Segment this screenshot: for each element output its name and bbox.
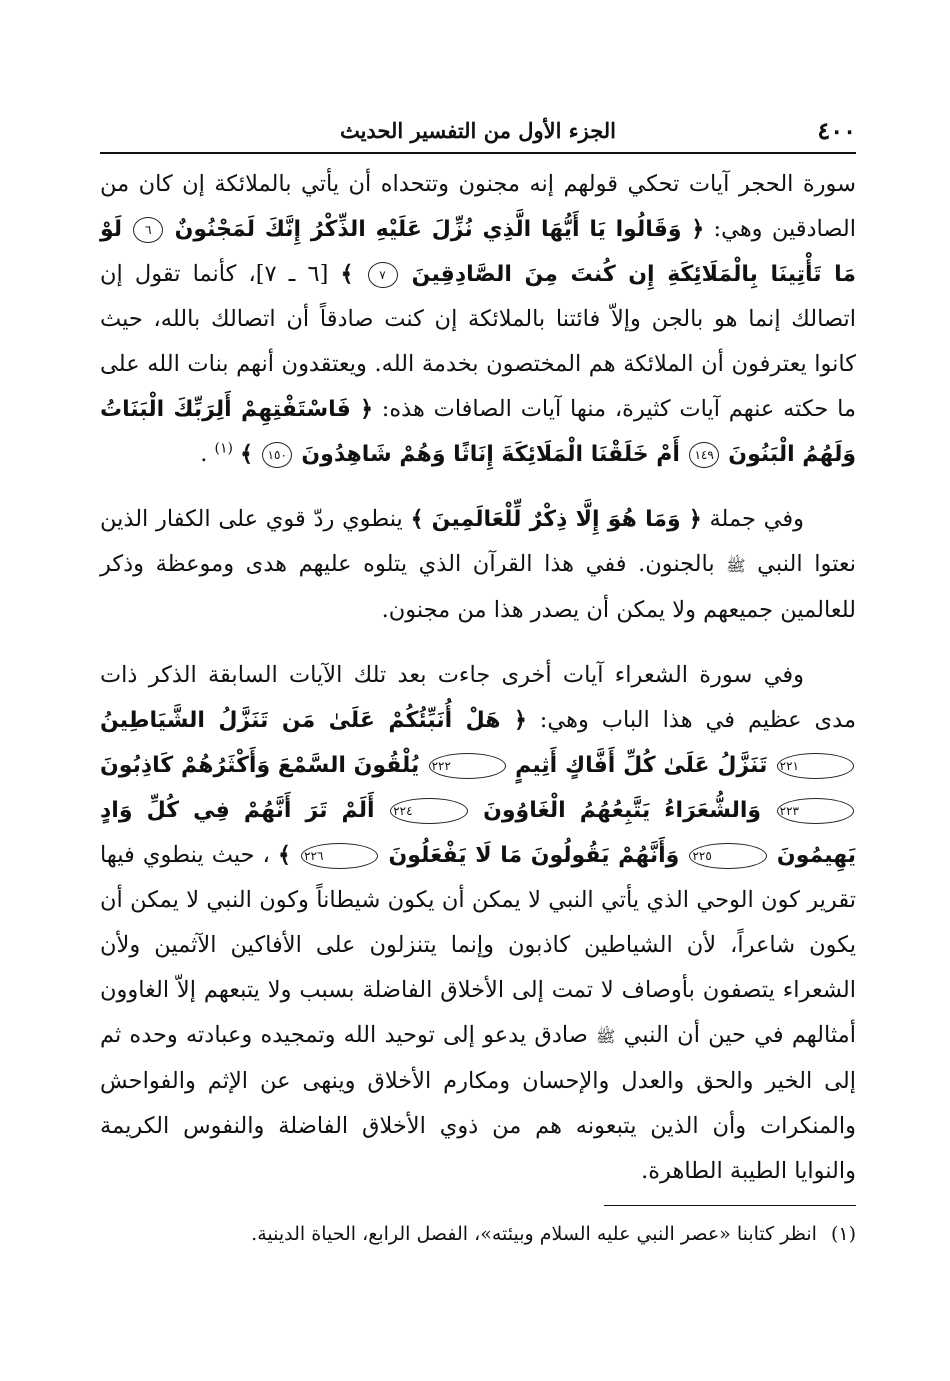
quran-verse: ﴿ هَلْ أُنَبِّئُكُمْ عَلَىٰ مَن تَنَزَّلُ الشَّيَاطِينُ bbox=[100, 708, 527, 733]
quran-verse: ﴿ فَاسْتَفْتِهِمْ أَلِرَبِّكَ الْبَنَاتُ وَلَهُمُ الْبَنُونَ bbox=[100, 397, 856, 467]
running-title: الجزء الأول من التفسير الحديث bbox=[339, 118, 617, 143]
ayah-number-marker: ٢٢٣ bbox=[777, 798, 854, 824]
quran-verse: ﴾ bbox=[240, 442, 254, 467]
paragraph-gap bbox=[100, 633, 856, 653]
ayah-number-marker: ٢٢٢ bbox=[429, 753, 506, 779]
salawat-ligature: ﷺ bbox=[726, 556, 746, 575]
quran-verse: يُلْقُونَ السَّمْعَ وَأَكْثَرُهُمْ كَاذِبُونَ bbox=[100, 753, 420, 778]
paragraph-text: وفي جملة bbox=[701, 506, 805, 532]
paragraph-reminder bbox=[100, 497, 856, 633]
page-number: ٤٠٠ bbox=[817, 116, 856, 145]
paragraph-text: وفي سورة الشعراء آيات أخرى جاءت بعد تلك الآيات السابقة الذكر ذات مدى عظيم في هذا الباب وهي: bbox=[100, 662, 856, 733]
body-text bbox=[100, 162, 856, 1194]
quran-verse: وَأَنَّهُمْ يَقُولُونَ مَا لَا يَفْعَلُونَ bbox=[388, 843, 680, 868]
footnote-reference: (١) bbox=[214, 440, 234, 457]
quran-verse: ﴾ bbox=[340, 262, 354, 287]
quran-verse: ﴿ وَمَا هُوَ إِلَّا ذِكْرٌ لِّلْعَالَمِينَ ﴾ bbox=[410, 507, 702, 532]
footnote bbox=[100, 1214, 856, 1254]
paragraph-text: ينطوي ردّ قوي على الكفار الذين نعتوا النبي bbox=[100, 506, 856, 577]
quran-verse: ﴾ bbox=[278, 843, 291, 868]
ayah-number-marker: ٧ bbox=[368, 262, 398, 288]
paragraph-text: [٦ ـ ٧]، كأنما تقول إن اتصالك إنما هو بالجن وإلاّ فائتنا بالملائكة إن كنت صادقاً أن اتصالك بالله، حيث كانوا يعترفون أن الملائكة هم المختصون بخدمة الله. ويعتقدون أنهم بنات الله على ما حكته عنهم آيات كثيرة، منها آيات الصافات هذه: bbox=[100, 261, 856, 422]
paragraph-text: صادق يدعو إلى توحيد الله وتمجيده وعبادته وحده ثم إلى الخير والحق والعدل والإحسان ومكارم الأخلاق وينهى عن الإثم والفواحش والمنكرات وأن الذين يتبعونه هم من ذوي الأخلاق الفاضلة والنفوس الكريمة والنوايا الطيبة الطاهرة. bbox=[100, 1022, 856, 1184]
quran-verse: أَلَمْ تَرَ أَنَّهُمْ فِي كُلِّ وَادٍ يَهِيمُونَ bbox=[100, 798, 857, 868]
header-rule bbox=[100, 152, 856, 154]
ayah-number-marker: ٢٢٥ bbox=[689, 843, 766, 869]
paragraph-gap bbox=[100, 477, 856, 497]
quran-verse: وَالشُّعَرَاءُ يَتَّبِعُهُمُ الْغَاوُونَ bbox=[483, 798, 762, 823]
ayah-number-marker: ٢٢٦ bbox=[301, 843, 378, 869]
ayah-number-marker: ١٥٠ bbox=[262, 442, 292, 468]
quran-verse: ﴿ وَقَالُوا يَا أَيُّهَا الَّذِي نُزِّلَ عَلَيْهِ الذِّكْرُ إِنَّكَ لَمَجْنُونٌ bbox=[174, 217, 705, 242]
paragraph-hijr bbox=[100, 162, 856, 477]
paragraph-text: سورة الحجر آيات تحكي قولهم إنه مجنون وتتحداه أن يأتي بالملائكة إن كان من الصادقين وهي: bbox=[100, 171, 856, 242]
paragraph-text: ، حيث ينطوي فيها تقرير كون الوحي الذي يأتي النبي لا يمكن أن يكون شيطاناً وكون النبي لا يمكن أن يكون شاعراً، لأن الشياطين كاذبون وإنما يتنزلون على الأفاكين الآثمين ولأن الشعراء يتصفون بأوصاف لا تمت إلى الأخلاق الفاضلة بسبب ولا يتبعهم إلاّ الغاوون أمثالهم في حين أن النبي bbox=[100, 842, 856, 1048]
quran-verse: تَنَزَّلُ عَلَىٰ كُلِّ أَفَّاكٍ أَثِيمٍ bbox=[515, 753, 768, 778]
paragraph-text: . bbox=[200, 441, 215, 467]
ayah-number-marker: ٢٢٤ bbox=[390, 798, 467, 824]
salawat-ligature: ﷺ bbox=[596, 1027, 616, 1046]
page-header bbox=[100, 112, 856, 152]
footnote-rule bbox=[604, 1205, 856, 1206]
paragraph-text: بالجنون. ففي هذا القرآن الذي يتلوه عليهم هدى وموعظة وذكر للعالمين جميعهم ولا يمكن أن يصدر هذا من مجنون. bbox=[100, 551, 856, 623]
ayah-number-marker: ١٤٩ bbox=[689, 442, 719, 468]
ayah-number-marker: ٦ bbox=[133, 217, 163, 243]
footnote-number: (١) bbox=[830, 1223, 856, 1245]
quran-verse: أَمْ خَلَقْنَا الْمَلَائِكَةَ إِنَاثًا وَهُمْ شَاهِدُونَ bbox=[301, 442, 680, 467]
paragraph-shuara bbox=[100, 653, 856, 1194]
ayah-number-marker: ٢٢١ bbox=[777, 753, 854, 779]
quran-verse: لَوْ مَا تَأْتِينَا بِالْمَلَائِكَةِ إِن كُنتَ مِنَ الصَّادِقِينَ bbox=[100, 217, 857, 287]
footnote-text: انظر كتابنا «عصر النبي عليه السلام وبيئته»، الفصل الرابع، الحياة الدينية. bbox=[251, 1223, 817, 1245]
